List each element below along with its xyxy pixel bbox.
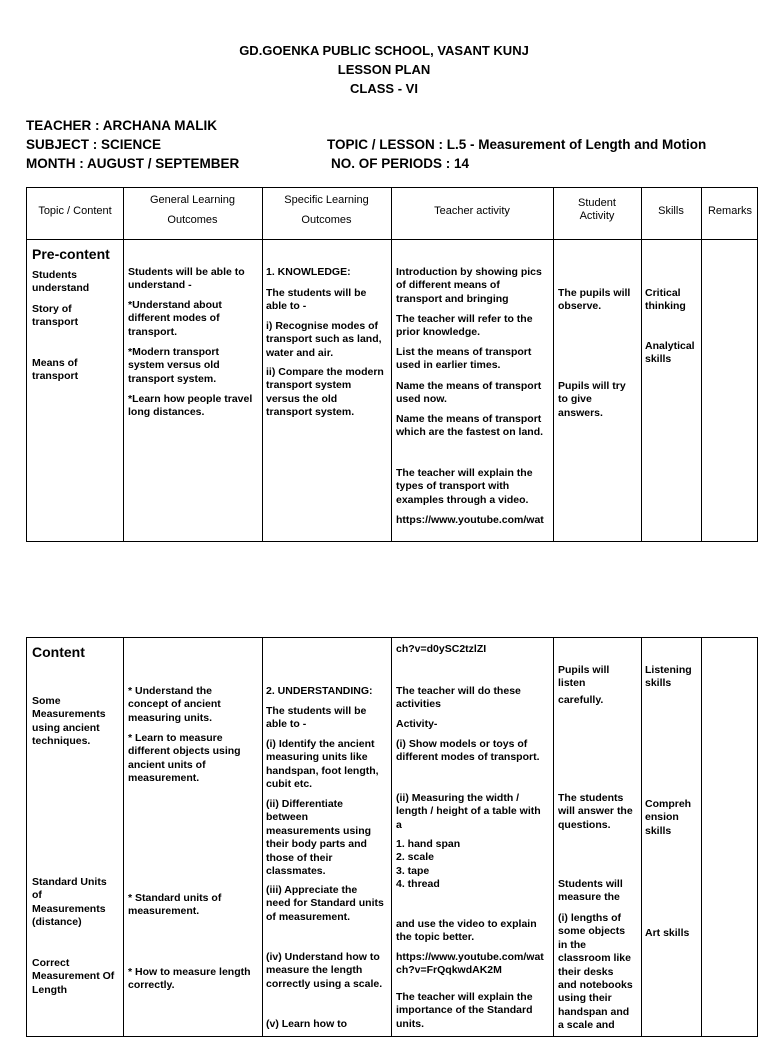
specific-outcome-understanding: 2. UNDERSTANDING: <box>266 685 373 697</box>
student-activity-lengths: (i) lengths of some objects in the classroom like their desks and notebooks using their handspan and a scale and <box>558 912 633 1032</box>
measuring-tools-list <box>396 838 460 892</box>
header-topic-content: Topic / Content <box>38 205 112 217</box>
lesson-table-2 <box>26 637 758 1037</box>
specific-outcome-differentiate: (ii) Differentiate between measurements using their body parts and those of their classmates. <box>266 798 372 878</box>
teacher-activity-1: Introduction by showing pics of different means of transport and bringing <box>396 266 542 305</box>
teacher-activity-2: The teacher will refer to the prior knowledge. <box>396 313 533 339</box>
skill-listening: Listening skills <box>645 664 692 690</box>
general-outcome-ancient-units: * Understand the concept of ancient measuring units. <box>128 685 221 724</box>
teacher-activity-label: Activity- <box>396 718 438 730</box>
class-title: CLASS - VI <box>350 81 418 96</box>
student-activity-answer: The students will answer the questions. <box>558 792 633 831</box>
specific-outcome-4: ii) Compare the modern transport system versus the old transport system. <box>266 366 384 419</box>
header-skills: Skills <box>658 205 684 217</box>
student-activity-carefully: carefully. <box>558 694 604 706</box>
skill-analytical: Analytical skills <box>645 340 695 366</box>
specific-outcome-3: i) Recognise modes of transport such as land, water and air. <box>266 320 382 359</box>
student-activity-measure: Students will measure the <box>558 878 623 904</box>
teacher-activity-4: Name the means of transport used now. <box>396 380 542 406</box>
general-outcome-4: *Learn how people travel long distances. <box>128 393 253 419</box>
teacher-activity-6: The teacher will explain the types of transport with examples through a video. <box>396 467 533 506</box>
header-remarks: Remarks <box>707 205 752 217</box>
specific-outcome-understand-scale: (iv) Understand how to measure the length correctly using a scale. <box>266 951 383 990</box>
list-item: 2. scale <box>396 851 434 864</box>
skill-critical-thinking: Critical thinking <box>645 287 686 313</box>
header-student-activity: Student Activity <box>578 197 616 222</box>
topic-story-of-transport: Story of transport <box>32 303 79 329</box>
general-outcome-standard-units: * Standard units of measurement. <box>128 892 222 918</box>
specific-outcome-appreciate: (iii) Appreciate the need for Standard units of measurement. <box>266 884 384 923</box>
general-outcome-measure-length: * How to measure length correctly. <box>128 966 251 992</box>
video-link-1-start[interactable]: https://www.youtube.com/wat <box>396 514 544 526</box>
general-outcome-3: *Modern transport system versus old transport system. <box>128 346 220 385</box>
specific-outcome-learn: (v) Learn how to <box>266 1018 348 1030</box>
teacher-activity-video: and use the video to explain the topic better. <box>396 918 537 944</box>
topic-label: TOPIC / LESSON : <box>327 137 447 152</box>
topic-value: L.5 - Measurement of Length and Motion <box>446 137 707 152</box>
periods-line: NO. OF PERIODS : 14 <box>331 156 470 171</box>
list-item: 1. hand span <box>396 838 461 850</box>
teacher-activity-do: The teacher will do these activities <box>396 685 521 711</box>
list-item: 3. tape <box>396 864 430 877</box>
subject-line: SUBJECT : SCIENCE <box>26 137 162 152</box>
video-link-2[interactable]: https://www.youtube.com/wat ch?v=FrQqkwdAK2M <box>396 951 544 977</box>
student-activity-2: Pupils will try to give answers. <box>558 380 626 419</box>
skill-art: Art skills <box>645 927 690 939</box>
header-specific-outcomes: Specific Learning Outcomes <box>284 194 369 226</box>
specific-outcome-identify: (i) Identify the ancient measuring units like handspan, foot length, cubit etc. <box>266 738 379 791</box>
lesson-plan-title: LESSON PLAN <box>337 62 431 77</box>
month-line: MONTH : AUGUST / SEPTEMBER <box>26 156 240 171</box>
teacher-line: TEACHER : ARCHANA MALIK <box>26 118 217 133</box>
topic-standard-units: Standard Units of Measurements (distance) <box>32 876 107 929</box>
teacher-activity-5: Name the means of transport which are the fastest on land. <box>396 413 544 439</box>
general-outcome-2: *Understand about different modes of transport. <box>128 299 222 338</box>
student-activity-listen: Pupils will listen <box>558 664 610 690</box>
teacher-activity-explain-standard: The teacher will explain the importance of the Standard units. <box>396 991 533 1030</box>
topic-ancient-measurements: Some Measurements using ancient techniques. <box>32 695 106 748</box>
header-teacher-activity: Teacher activity <box>434 205 510 217</box>
pre-content-title: Pre-content <box>32 246 110 262</box>
topic-line <box>327 137 706 152</box>
video-link-1-end[interactable]: ch?v=d0ySC2tzlZI <box>396 643 487 655</box>
student-activity-1: The pupils will observe. <box>558 287 631 313</box>
teacher-activity-measuring: (ii) Measuring the width / length / height of a table with a <box>396 792 541 831</box>
header-general-outcomes: General Learning Outcomes <box>149 194 235 226</box>
topic-correct-measurement: Correct Measurement Of Length <box>32 957 115 996</box>
specific-outcome-2: The students will be able to - <box>266 287 367 313</box>
topic-students-understand: Students understand <box>32 269 90 295</box>
lesson-table-1 <box>26 187 758 542</box>
teacher-activity-3: List the means of transport used in earlier times. <box>396 346 532 372</box>
school-name: GD.GOENKA PUBLIC SCHOOL, VASANT KUNJ <box>239 43 529 58</box>
general-outcome-measure-objects: * Learn to measure different objects using ancient units of measurement. <box>128 732 241 785</box>
specific-outcome-able: The students will be able to - <box>266 705 367 731</box>
content-title: Content <box>32 644 85 660</box>
general-outcome-1: Students will be able to understand - <box>128 266 245 292</box>
teacher-activity-show-models: (i) Show models or toys of different modes of transport. <box>396 738 540 764</box>
topic-means-of-transport: Means of transport <box>32 357 79 383</box>
skill-comprehension: Compreh ension skills <box>645 798 692 837</box>
list-item: 4. thread <box>396 878 440 891</box>
specific-outcome-1: 1. KNOWLEDGE: <box>266 266 351 278</box>
